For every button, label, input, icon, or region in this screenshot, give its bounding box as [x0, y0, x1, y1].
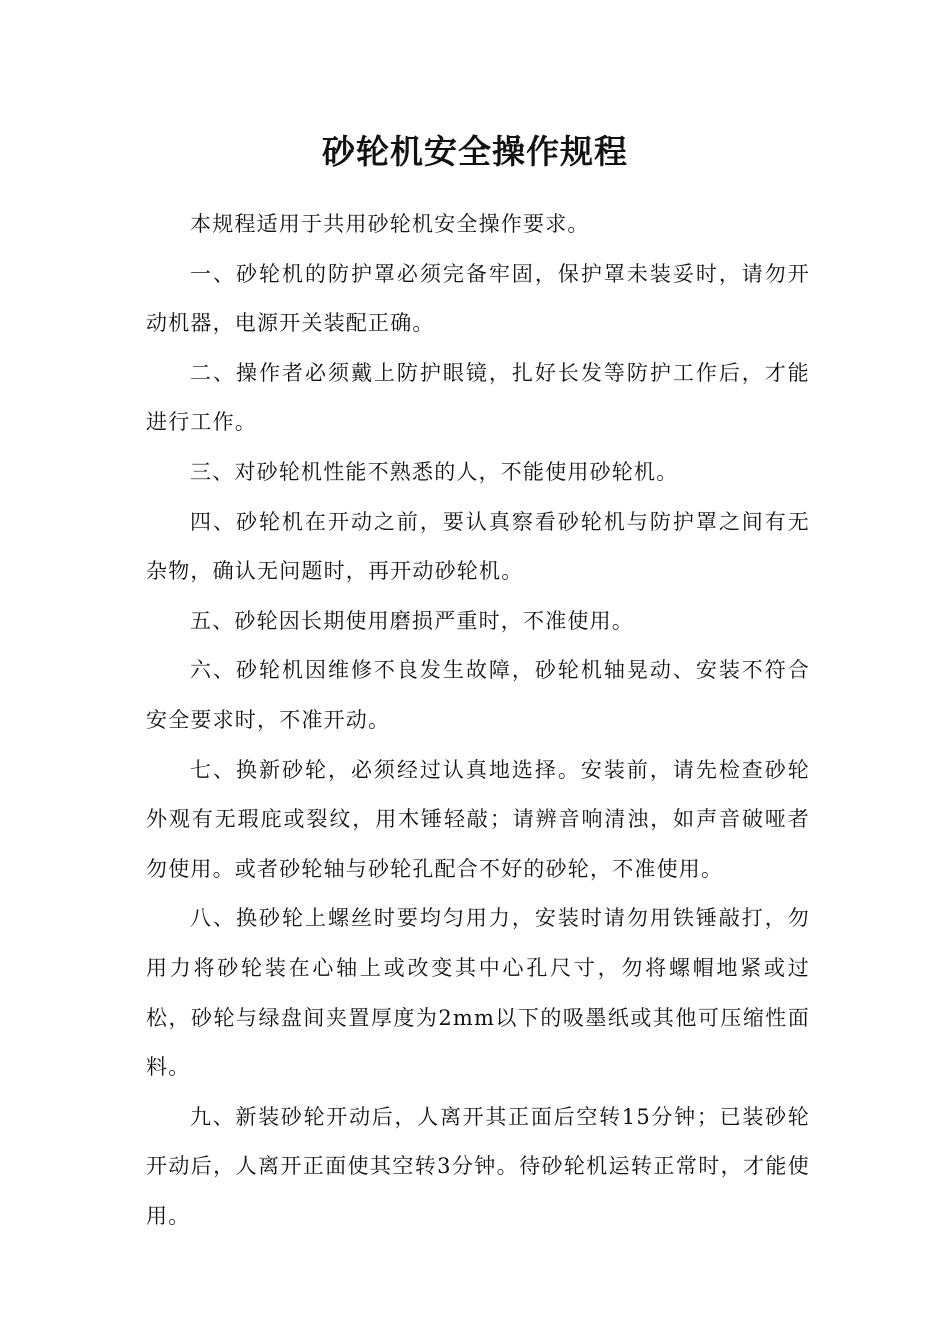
paragraph-rule-7: 七、换新砂轮，必须经过认真地选择。安装前，请先检查砂轮外观有无瑕庇或裂纹，用木锤轻敲；请辨音响清浊，如声音破哑者勿使用。或者砂轮轴与砂轮孔配合不好的砂轮，不准使用。 [146, 757, 810, 881]
paragraph-rule-5: 五、砂轮因长期使用磨损严重时，不准使用。 [190, 608, 634, 633]
paragraph-rule-6: 六、砂轮机因维修不良发生故障，砂轮机轴晃动、安装不符合安全要求时，不准开动。 [146, 658, 810, 732]
document-body [146, 200, 810, 1241]
paragraph-scope: 本规程适用于共用砂轮机安全操作要求。 [190, 212, 590, 236]
paragraph-rule-3: 三、对砂轮机性能不熟悉的人，不能使用砂轮机。 [190, 459, 679, 484]
paragraph-rule-1: 一、砂轮机的防护罩必须完备牢固，保护罩未装妥时，请勿开动机器，电源开关装配正确。 [146, 261, 810, 336]
paragraph-rule-8: 八、换砂轮上螺丝时要均匀用力，安装时请勿用铁锤敲打，勿用力将砂轮装在心轴上或改变其中心孔尺寸，勿将螺帽地紧或过松，砂轮与绿盘间夹置厚度为2mm以下的吸墨纸或其他可压缩性面料。 [146, 906, 810, 1080]
document-title: 砂轮机安全操作规程 [322, 132, 628, 171]
paragraph-rule-4: 四、砂轮机在开动之前，要认真察看砂轮机与防护罩之间有无杂物，确认无问题时，再开动砂轮机。 [146, 509, 810, 584]
paragraph-rule-9: 九、新装砂轮开动后，人离开其正面后空转15分钟；已装砂轮开动后，人离开正面使其空转3分钟。待砂轮机运转正常时，才能使用。 [146, 1104, 810, 1228]
paragraph-rule-2: 二、操作者必须戴上防护眼镜，扎好长发等防护工作后，才能进行工作。 [146, 360, 810, 435]
